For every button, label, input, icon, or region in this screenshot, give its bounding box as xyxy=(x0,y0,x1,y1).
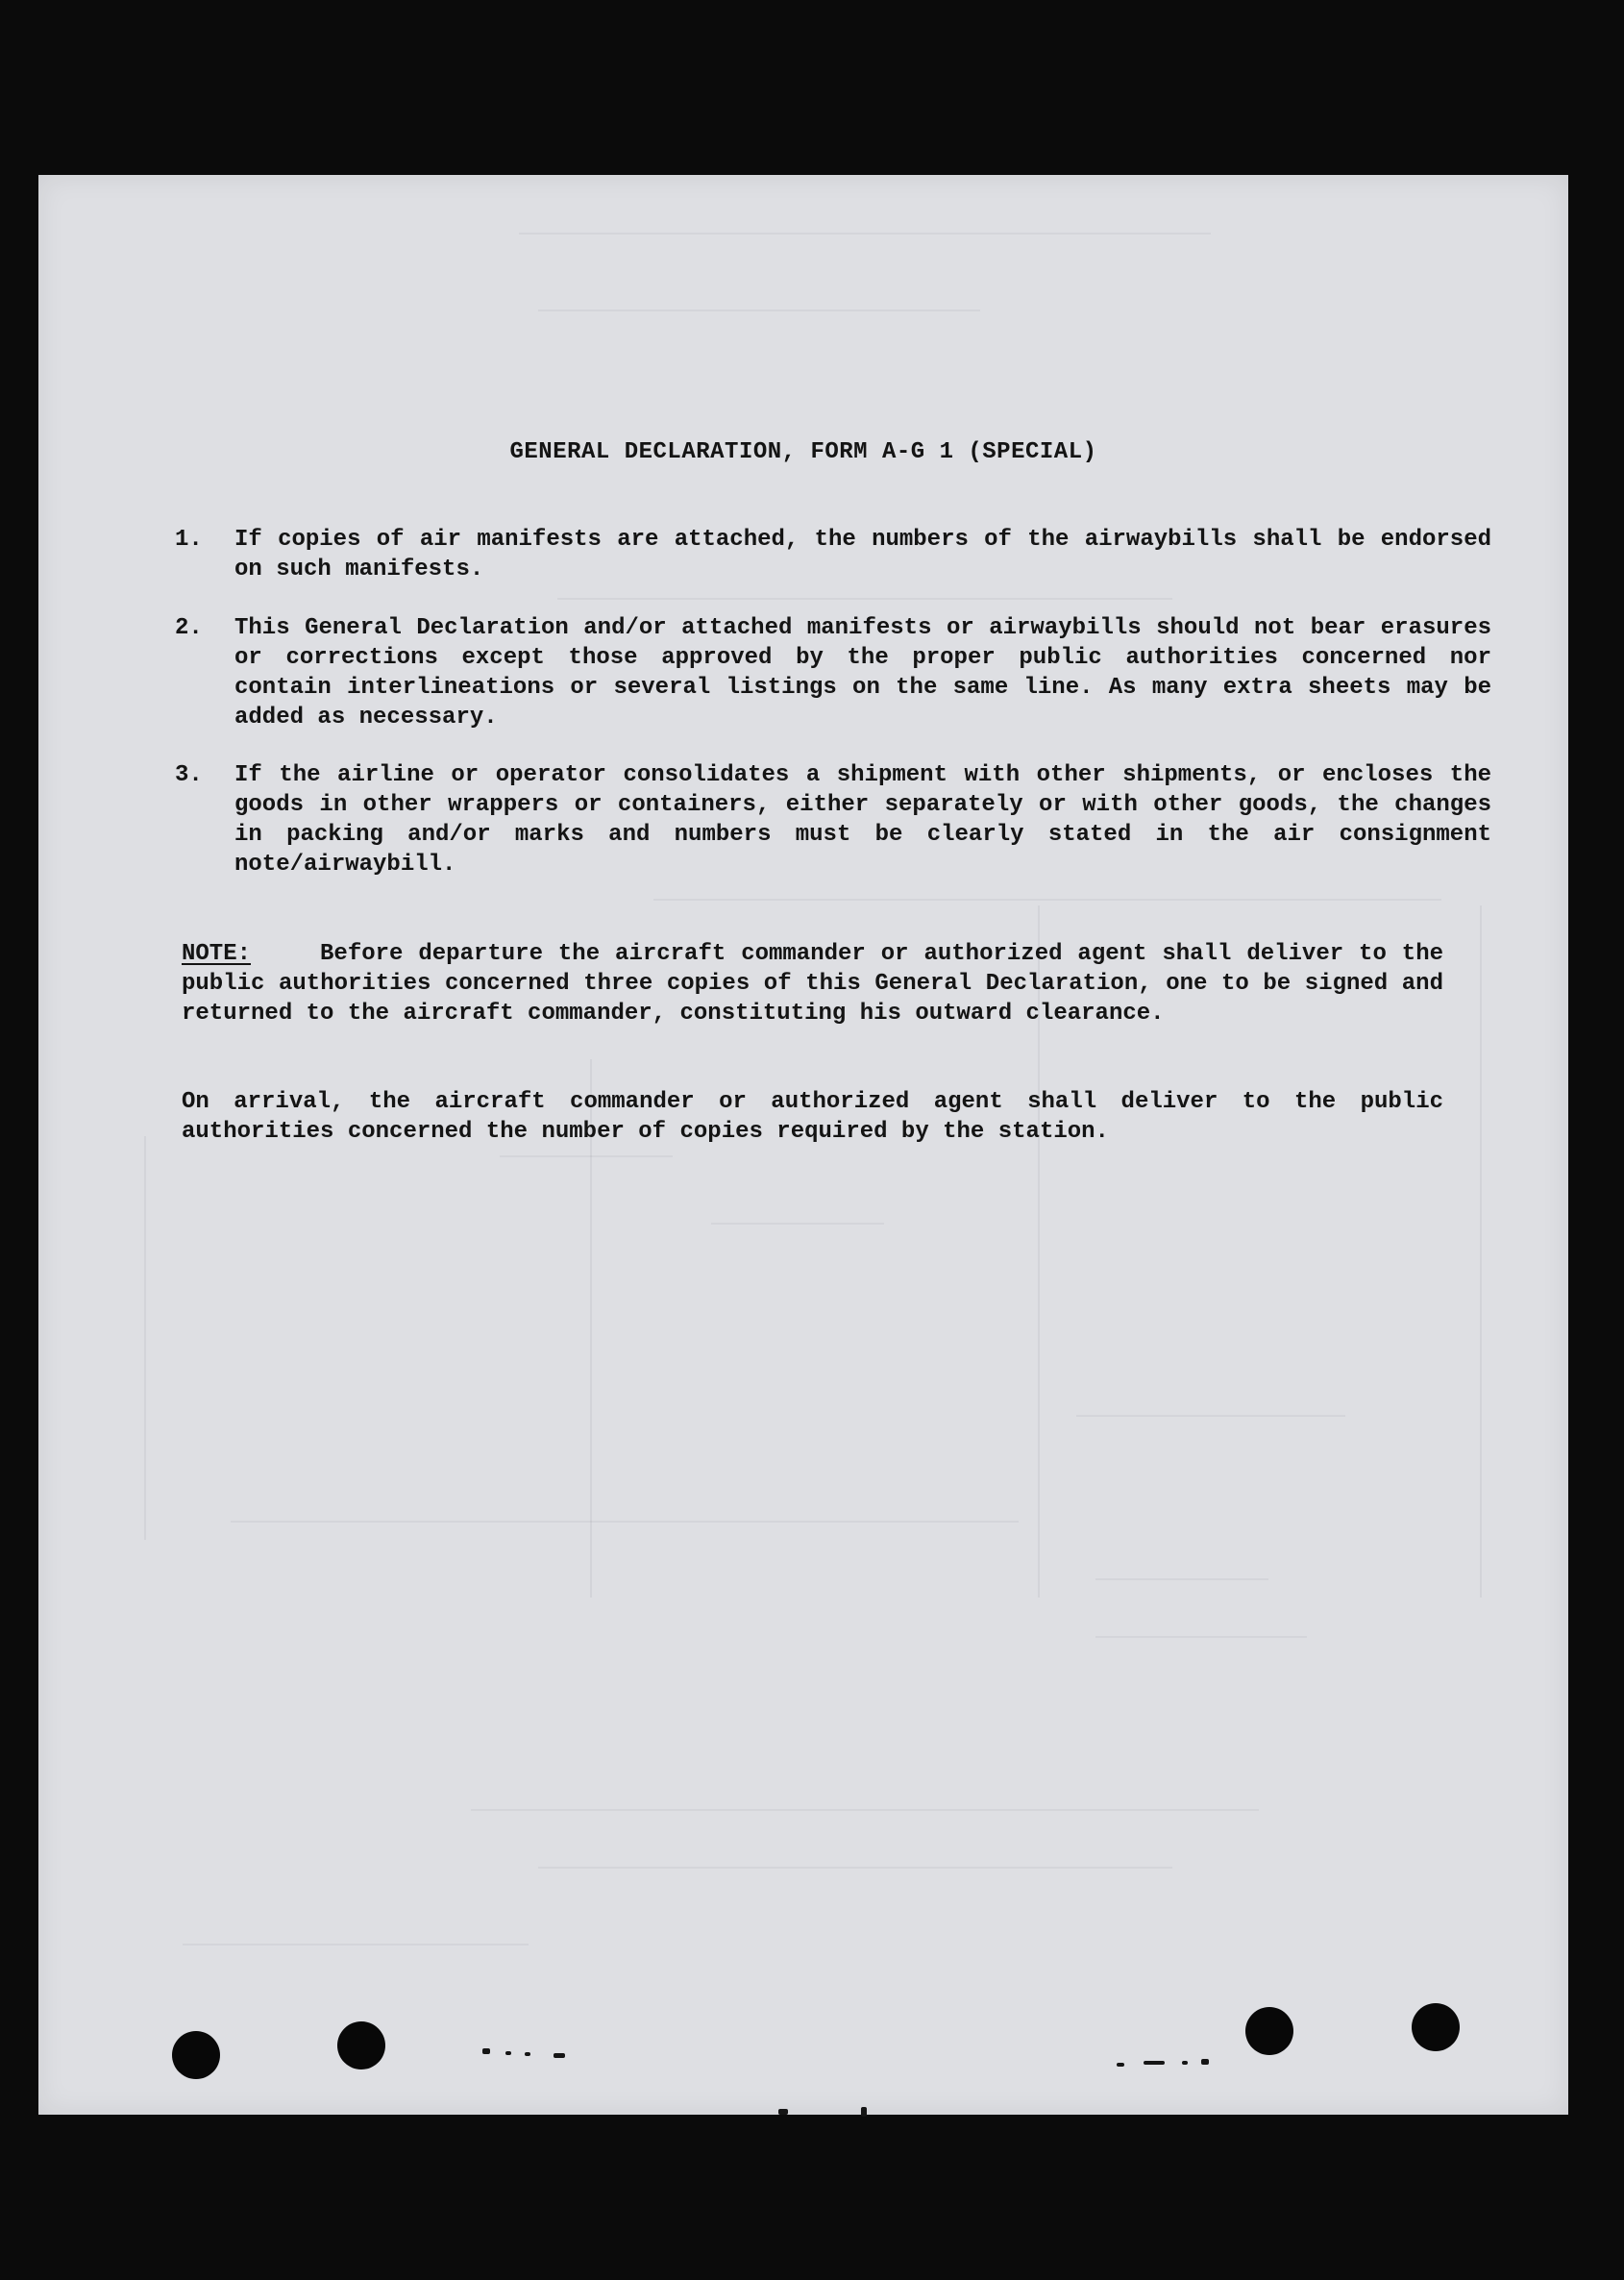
punch-hole xyxy=(172,2031,220,2079)
ink-speck xyxy=(1201,2059,1209,2065)
ink-speck xyxy=(1182,2061,1188,2065)
punch-hole xyxy=(1245,2007,1293,2055)
ink-speck xyxy=(1117,2063,1124,2067)
note-paragraph xyxy=(182,939,1443,1028)
list-item-text: If copies of air manifests are attached, the numbers of the airwaybills shall be endorsed on such manifests. xyxy=(234,527,1491,582)
list-item-number: 1. xyxy=(175,527,203,553)
ink-speck xyxy=(482,2048,490,2054)
list-item-text: If the airline or operator consolidates a shipment with other shipments, or encloses the goods in other wrappers or containers, either separately or with other goods, the changes in packing and/or marks and numbers must be clearly stated in the air consignment note/airwaybill. xyxy=(234,762,1491,878)
note-label: NOTE: xyxy=(182,941,252,967)
ink-speck xyxy=(861,2107,867,2117)
list-item xyxy=(175,525,1491,584)
punch-hole xyxy=(337,2021,385,2069)
list-item xyxy=(175,760,1491,880)
document-page xyxy=(38,175,1568,2115)
punch-hole xyxy=(1412,2003,1460,2051)
note-text: Before departure the aircraft commander or authorized agent shall deliver to the public authorities concerned three copies of this General Declaration, one to be signed and returned to the aircraft commander, constituting his outward clearance. xyxy=(182,941,1443,1027)
declaration-text-block xyxy=(38,175,1568,2115)
ink-speck xyxy=(778,2109,788,2115)
ink-speck xyxy=(525,2052,530,2056)
arrival-paragraph: On arrival, the aircraft commander or authorized agent shall deliver to the public authorities concerned the number of copies required by the station. xyxy=(182,1089,1443,1145)
page-title: GENERAL DECLARATION, FORM A-G 1 (SPECIAL) xyxy=(509,439,1097,465)
list-item xyxy=(175,613,1491,732)
list-item-text: This General Declaration and/or attached manifests or airwaybills should not bear erasures or corrections except those approved by the proper public authorities concerned nor contain interlineations or several listings on the same line. As many extra sheets may be added as necessary. xyxy=(234,615,1491,731)
ink-speck xyxy=(554,2053,565,2058)
ink-speck xyxy=(1144,2061,1165,2065)
ink-speck xyxy=(505,2051,511,2055)
list-item-number: 2. xyxy=(175,615,203,641)
list-item-number: 3. xyxy=(175,762,203,788)
